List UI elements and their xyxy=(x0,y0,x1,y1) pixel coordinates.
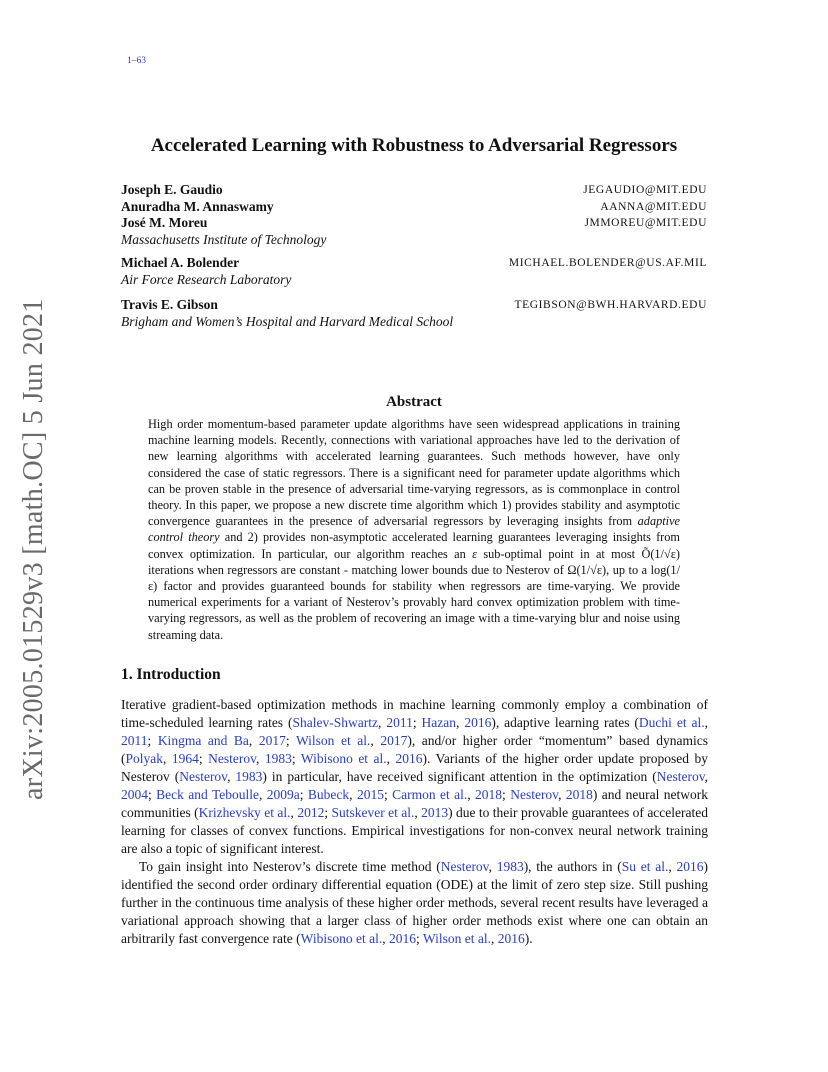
author-group-bwh xyxy=(121,297,707,330)
intro-text: , xyxy=(488,859,497,874)
citation-link[interactable]: Kingma and Ba xyxy=(157,733,249,748)
citation-link[interactable]: Beck and Teboulle xyxy=(156,787,259,802)
intro-text: ) identified the second order ordinary differential equation (ODE) at the limit of zero step size. Still pushing further in the continuous time analysis of these higher order methods, several recent results have leveraged a variational approach showing that a larger class of higher order methods exist where one can obtain an arbitrarily fast convergence rate ( xyxy=(121,859,708,946)
citation-link[interactable]: 2011 xyxy=(121,733,148,748)
citation-link[interactable]: 2018 xyxy=(475,787,503,802)
intro-paragraph-2 xyxy=(121,858,708,948)
citation-link[interactable]: Nesterov xyxy=(440,859,489,874)
citation-link[interactable]: Wibisono et al. xyxy=(300,931,383,946)
author-row xyxy=(121,297,707,314)
abstract-text: and 2) provides non-asymptotic accelerated learning guarantees leveraging insights from convex optimization. In particular, our algorithm reaches an xyxy=(148,530,680,561)
author-email[interactable]: JEGAUDIO@MIT.EDU xyxy=(583,184,707,196)
author-name: Joseph E. Gaudio xyxy=(121,182,223,197)
intro-text: , xyxy=(704,715,709,730)
intro-text: , xyxy=(227,769,236,784)
citation-link[interactable]: 2016 xyxy=(676,859,704,874)
intro-text: ) due to their provable guarantees of accelerated learning for classes of convex functions. Empirical investigations for non-convex neural network training are also a topic of significant interest. xyxy=(121,805,709,856)
author-row xyxy=(121,199,707,216)
abstract-text: sub-optimal point in at most xyxy=(476,546,642,561)
intro-text: ; xyxy=(502,787,511,802)
intro-text: ; xyxy=(415,931,423,946)
intro-text: , xyxy=(370,733,381,748)
intro-text: , xyxy=(704,769,709,784)
intro-text: , xyxy=(386,751,396,766)
abstract-emphasis: adaptive control theory xyxy=(148,514,680,545)
citation-link[interactable]: 2016 xyxy=(395,751,423,766)
intro-text: ) in particular, have received significant attention in the optimization ( xyxy=(262,769,657,784)
intro-text: , xyxy=(290,805,298,820)
citation-link[interactable]: Hazan xyxy=(421,715,457,730)
citation-link[interactable]: Nesterov xyxy=(208,751,256,766)
citation-link[interactable]: Krizhevsky et al. xyxy=(198,805,291,820)
intro-text: ). Variants of the higher order update proposed by Nesterov ( xyxy=(121,751,709,784)
affiliation: Air Force Research Laboratory xyxy=(121,271,292,287)
citation-link[interactable]: Wilson et al. xyxy=(295,733,371,748)
intro-text: ), adaptive learning rates ( xyxy=(491,715,639,730)
citation-link[interactable]: 1964 xyxy=(171,751,199,766)
intro-text: , xyxy=(414,805,422,820)
intro-paragraph-1 xyxy=(121,696,708,858)
citation-link[interactable]: 2016 xyxy=(388,931,416,946)
abstract-text: High order momentum-based parameter update algorithms have seen widespread applications in training machine learning models. Recently, connections with variational approaches have led to the derivation of new learning algorithms with accelerated learning guarantees. Such methods however, have only considered the case of static regressors. There is a significant need for parameter update algorithms which can be proven stable in the presence of adversarial time-varying regressors, as is commonplace in control theory. In this paper, we propose a new discrete time algorithm which 1) provides stability and asymptotic convergence guarantees in the presence of adversarial regressors by leveraging insights from xyxy=(148,417,680,529)
citation-link[interactable]: Duchi et al. xyxy=(638,715,705,730)
citation-link[interactable]: Carmon et al. xyxy=(392,787,468,802)
intro-text: ; xyxy=(285,733,296,748)
author-email[interactable]: JMMOREU@MIT.EDU xyxy=(584,217,707,229)
page-number: 1–63 xyxy=(127,56,146,66)
intro-text: , xyxy=(349,787,357,802)
author-name: Travis E. Gibson xyxy=(121,297,218,312)
author-row xyxy=(121,255,707,272)
intro-text: , xyxy=(248,733,259,748)
intro-text: , xyxy=(668,859,677,874)
citation-link[interactable]: 1983 xyxy=(235,769,263,784)
section-heading-introduction: 1. Introduction xyxy=(121,666,221,683)
abstract-heading: Abstract xyxy=(386,394,442,410)
math-complexity-lower: Ω(1/√ε) xyxy=(567,562,607,577)
abstract-text: , up to a xyxy=(606,562,651,577)
intro-text: ; xyxy=(412,715,422,730)
intro-text: ). xyxy=(524,931,533,946)
citation-link[interactable]: 2017 xyxy=(258,733,286,748)
intro-text: ), and/or higher order “momentum” based dynamics ( xyxy=(121,733,708,766)
intro-text: ; xyxy=(147,733,158,748)
intro-text: , xyxy=(258,787,267,802)
citation-link[interactable]: 2015 xyxy=(356,787,384,802)
intro-text: Iterative gradient-based optimization methods in machine learning commonly employ a combination of time-scheduled learning rates ( xyxy=(121,697,708,730)
affiliation: Brigham and Women’s Hospital and Harvard Medical School xyxy=(121,313,454,329)
citation-link[interactable]: 2012 xyxy=(297,805,325,820)
math-epsilon: ε xyxy=(472,546,477,561)
intro-text: , xyxy=(456,715,465,730)
intro-text: ; xyxy=(198,751,209,766)
intro-text: ; xyxy=(291,751,301,766)
abstract-text: iterations when regressors are constant - matching lower bounds due to Nesterov of xyxy=(148,562,568,577)
citation-link[interactable]: Wibisono et al. xyxy=(300,751,387,766)
intro-text: ; xyxy=(324,805,332,820)
citation-link[interactable]: Bubeck xyxy=(307,787,350,802)
citation-link[interactable]: 1983 xyxy=(496,859,524,874)
author-email[interactable]: MICHAEL.BOLENDER@US.AF.MIL xyxy=(508,257,707,269)
affiliation: Massachusetts Institute of Technology xyxy=(121,231,327,247)
citation-link[interactable]: Nesterov xyxy=(179,769,228,784)
intro-text: ; xyxy=(383,787,393,802)
intro-text: ; xyxy=(148,787,157,802)
arxiv-side-stamp: arXiv:2005.01529v3 [math.OC] 5 Jun 2021 xyxy=(18,298,49,800)
author-name: Anuradha M. Annaswamy xyxy=(121,198,274,214)
citation-link[interactable]: Shalev-Shwartz xyxy=(292,715,378,730)
citation-link[interactable]: 2018 xyxy=(565,787,593,802)
citation-link[interactable]: 2011 xyxy=(386,715,413,730)
citation-link[interactable]: Polyak xyxy=(125,751,164,766)
citation-link[interactable]: 2017 xyxy=(380,733,408,748)
citation-link[interactable]: 2016 xyxy=(464,715,492,730)
intro-text: ), the authors in ( xyxy=(523,859,622,874)
abstract-body xyxy=(148,416,680,643)
intro-text: , xyxy=(256,751,265,766)
math-complexity-upper: Õ(1/√ε) xyxy=(641,546,680,561)
citation-link[interactable]: Nesterov xyxy=(656,769,705,784)
introduction-body xyxy=(121,696,708,948)
abstract-text: factor and provides guaranteed bounds for stability when regressors are time-varying. We provide numerical experiments for a variant of Nesterov’s provably hard convex optimization problem with time-varying regressors, as well as the problem of recovering an image with a time-varying blur and noise using streaming data. xyxy=(148,579,680,642)
citation-link[interactable]: Wilson et al. xyxy=(422,931,491,946)
author-name: José M. Moreu xyxy=(121,215,208,230)
citation-link[interactable]: Su et al. xyxy=(621,859,669,874)
intro-text: ; xyxy=(299,787,308,802)
citation-link[interactable]: 2004 xyxy=(121,787,148,802)
intro-text: , xyxy=(163,751,172,766)
author-group-mit xyxy=(121,182,707,248)
citation-link[interactable]: 2013 xyxy=(421,805,449,820)
citation-link[interactable]: Sutskever et al. xyxy=(331,805,415,820)
author-email[interactable]: AANNA@MIT.EDU xyxy=(600,200,707,213)
author-row xyxy=(121,215,707,232)
citation-link[interactable]: Nesterov xyxy=(510,787,559,802)
intro-text: To gain insight into Nesterov’s discrete time method ( xyxy=(139,859,441,874)
paper-title: Accelerated Learning with Robustness to Adversarial Regressors xyxy=(150,135,678,156)
author-group-afrl xyxy=(121,255,707,288)
citation-link[interactable]: 2016 xyxy=(497,931,525,946)
intro-text: , xyxy=(378,715,387,730)
citation-link[interactable]: 1983 xyxy=(264,751,292,766)
citation-link[interactable]: 2009a xyxy=(266,787,300,802)
intro-text: ) and neural network communities ( xyxy=(121,787,708,820)
author-email[interactable]: TEGIBSON@BWH.HARVARD.EDU xyxy=(514,299,707,311)
intro-text: , xyxy=(490,931,498,946)
intro-text: , xyxy=(382,931,389,946)
intro-text: , xyxy=(558,787,566,802)
author-row xyxy=(121,182,707,199)
author-name: Michael A. Bolender xyxy=(121,255,240,270)
intro-text: , xyxy=(467,787,476,802)
math-log-factor: log(1/ε) xyxy=(148,562,680,594)
